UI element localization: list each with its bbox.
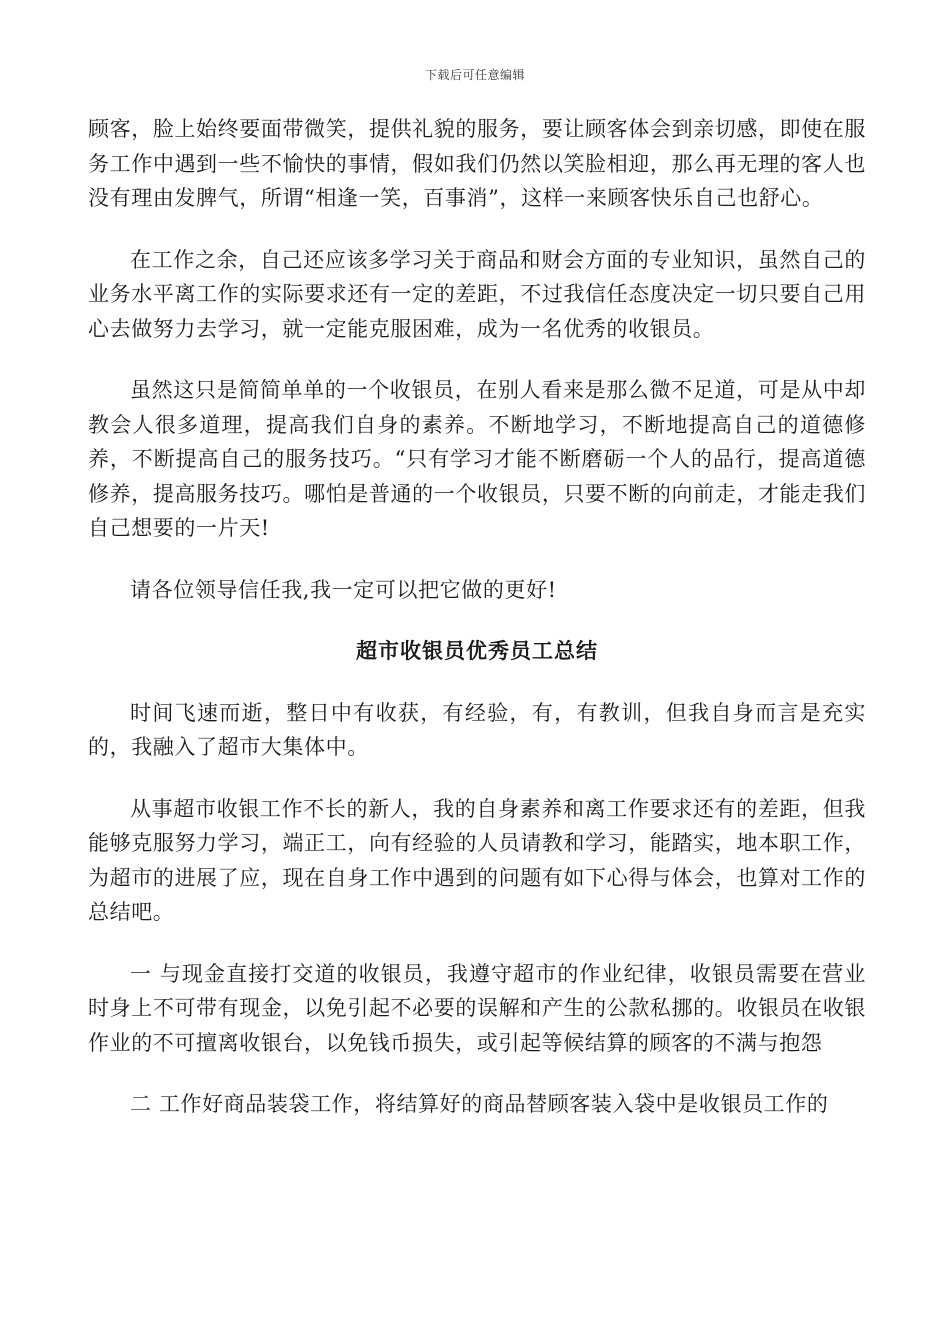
header-note: 下载后可任意编辑: [424, 68, 525, 82]
paragraph: 二 工作好商品装袋工作，将结算好的商品替顾客装入袋中是收银员工作的: [130, 1092, 829, 1116]
paragraph: 请各位领导信任我,我一定可以把它做的更好!: [130, 577, 557, 602]
document-body: [88, 112, 866, 1149]
paragraph: 虽然这只是简简单单的一个收银员，在别人看来是那么微不足道，可是从中却教会人很多道理，提高我们自身的素养。不断地学习，不断地提高自己的道德修养，不断提高自己的服务技巧。“只有学习才能不断磨砺一个人的品行，提高道德修养，提高服务技巧。哪怕是普通的一个收银员，只要不断的向前走，才能走我们自己想要的一片天!: [88, 378, 866, 540]
paragraph: 一 与现金直接打交道的收银员，我遵守超市的作业纪律，收银员需要在营业时身上不可带有现金，以免引起不必要的误解和产生的公款私挪的。收银员在收银作业的不可擅离收银台，以免钱币损失，或引起等候结算的顾客的不满与抱怨: [88, 961, 866, 1055]
paragraph-continuation: 顾客，脸上始终要面带微笑，提供礼貌的服务，要让顾客体会到亲切感，即使在服务工作中遇到一些不愉快的事情，假如我们仍然以笑脸相迎，那么再无理的客人也没有理由发脾气，所谓“相逢一笑，百事消”，这样一来顾客快乐自己也舒心。: [88, 117, 866, 210]
paragraph: 在工作之余，自己还应该多学习关于商品和财会方面的专业知识，虽然自己的业务水平离工作的实际要求还有一定的差距，不过我信任态度决定一切只要自己用心去做努力去学习，就一定能克服困难，成为一名优秀的收银员。: [88, 247, 866, 341]
paragraph: 时间飞速而逝，整日中有收获，有经验，有，有教训，但我自身而言是充实的，我融入了超市大集体中。: [88, 700, 866, 759]
section-title: 超市收银员优秀员工总结: [356, 638, 598, 663]
paragraph: 从事超市收银工作不长的新人，我的自身素养和离工作要求还有的差距，但我能够克服努力学习，端正工，向有经验的人员请教和学习，能踏实，地本职工作，为超市的进展了应，现在自身工作中遇到的问题有如下心得与体会，也算对工作的总结吧。: [88, 796, 866, 924]
